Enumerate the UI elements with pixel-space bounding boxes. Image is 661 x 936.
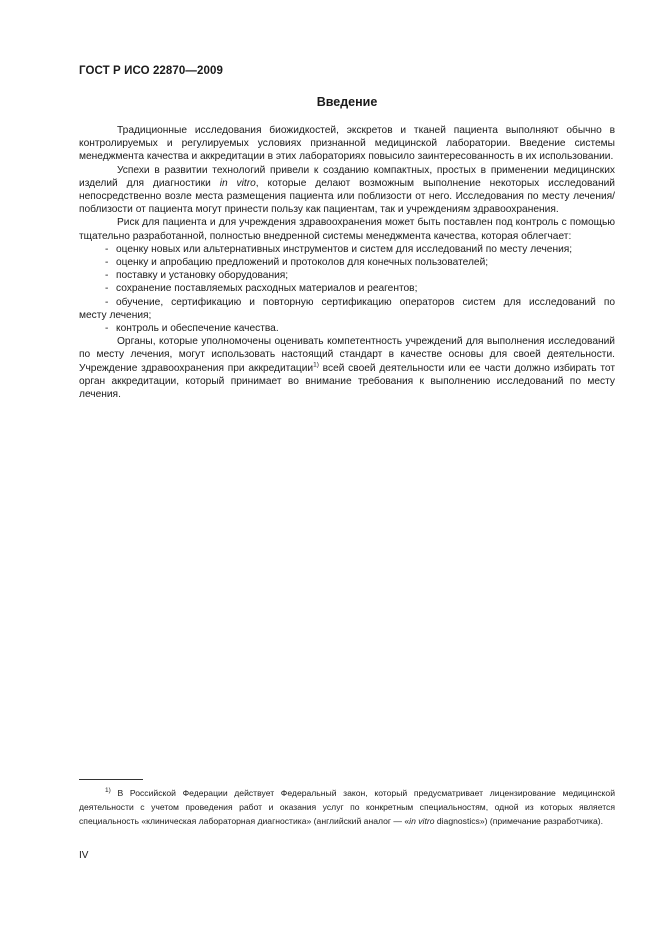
list-dash: - [105,270,109,282]
list-item [79,243,615,256]
footnote-text-part: diagnostics») (примечание разработчика). [434,815,604,826]
paragraph-2-italic: in vitro [219,177,256,189]
paragraph-2-text-cont: , которые делают возможным выполнение некоторых исследований непосредственно возле места размещения пациента или поблизости от него. Исследования по месту лечения/поблизости от пациента могут принести пользу как пациентам, так и учреждениям здравоохранения. [79,177,615,216]
paragraph-2-text: Успехи в развитии технологий привели к созданию компактных, простых в применении медицинских изделий для диагностики [79,164,615,189]
footnote-ref[interactable]: 1) [313,361,319,369]
paragraph-1: Традиционные исследования биожидкостей, экскретов и тканей пациента выполняют обычно в контролируемых и регулируемых условиях признанной медицинской лаборатории. Введение системы менеджмента качества и аккредитации в этих лабораториях повысило заинтересованность в их использовании. [79,125,615,163]
section-title: Введение [316,95,378,109]
paragraph-3: Риск для пациента и для учреждения здравоохранения может быть поставлен под контроль с помощью тщательно разработанной, полностью внедренной системы менеджмента качества, которая облегчает: [79,217,615,242]
list-dash: - [105,243,109,255]
paragraph-2 [79,164,615,217]
list-item-wrap [79,309,615,322]
bullet-list [79,243,615,335]
list-item [79,322,615,335]
list-item-text: сохранение поставляемых расходных материалов и реагентов; [116,283,418,295]
document-body [79,124,615,401]
list-dash: - [105,323,109,335]
footnote-italic: in vitro [409,815,435,826]
paragraph-4-text: Органы, которые уполномочены оценивать компетентность учреждений для выполнения исследований по месту лечения, могут использовать настоящий стандарт в качестве основы для своей деятельности. Учреждение здравоохранения при аккредитации [79,336,615,374]
list-dash: - [105,257,109,269]
list-dash: - [105,296,109,308]
list-dash: - [105,283,109,295]
list-item [79,256,615,269]
footnote-marker: 1) [105,787,111,795]
paragraph-4 [79,335,615,401]
list-item-text: оценку новых или альтернативных инструментов и систем для исследований по месту лечения; [116,243,573,255]
footnote [79,787,615,828]
page-number: IV [79,850,89,861]
standard-header: ГОСТ Р ИСО 22870—2009 [79,65,224,77]
list-item [79,282,615,295]
list-item-text: поставку и установку оборудования; [116,270,289,282]
paragraph-4-text-cont: всей своей деятельности или ее части должно избирать тот орган аккредитации, который принимает во внимание требования к выполнению исследований по месту лечения. [79,362,615,401]
footnote-divider [79,779,143,780]
footnote-text-part: В Российской Федерации действует Федеральный закон, который предусматривает лицензирование медицинской деятельности с учетом проведения работ и оказания услуг по конкретным специальностям, одной из которых является специальность «клиническая лабораторная диагностика» (английский аналог — « [79,788,615,826]
list-item-text: контроль и обеспечение качества. [116,323,279,335]
footnote-text [79,787,615,828]
list-item [79,269,615,282]
list-item-text: месту лечения; [79,309,152,321]
list-item-text: оценку и апробацию предложений и протоколов для конечных пользователей; [116,257,489,269]
list-item [79,296,615,309]
list-item-text: обучение, сертификацию и повторную сертификацию операторов систем для исследований по [116,296,615,308]
